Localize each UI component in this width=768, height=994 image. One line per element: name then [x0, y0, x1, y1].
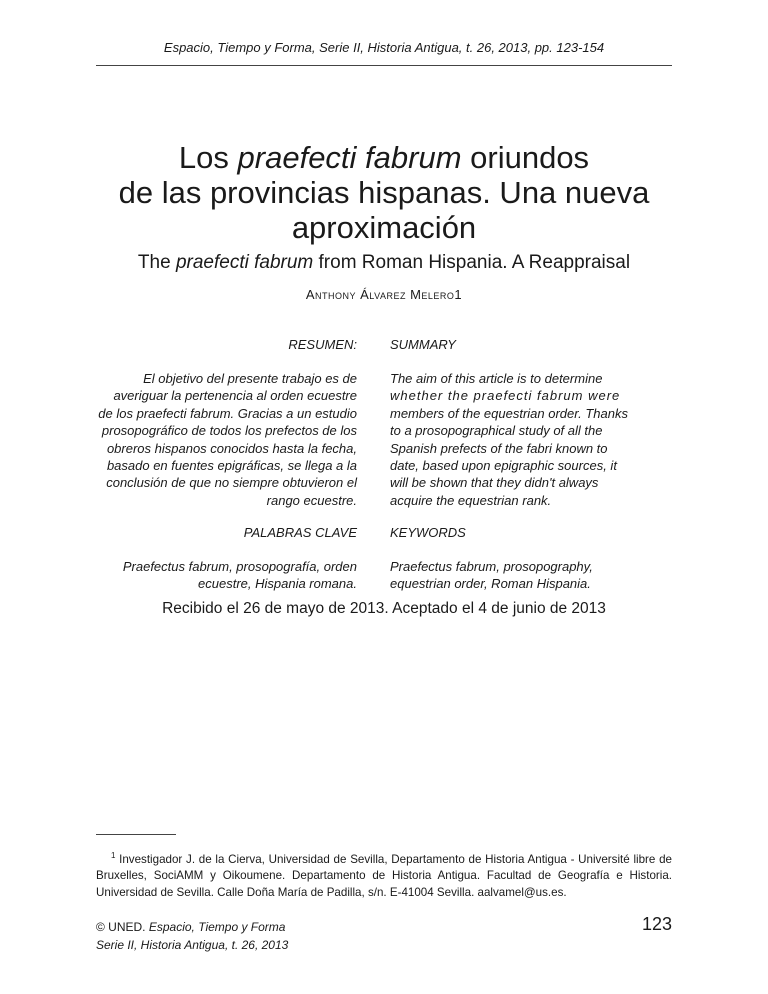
- resumen-line: obreros hispanos conocidos hasta la fecha,: [106, 440, 357, 456]
- title-text: Los: [178, 140, 238, 175]
- resumen-line: rango ecuestre.: [266, 492, 357, 508]
- footnote: [96, 848, 672, 901]
- article-title: [0, 140, 768, 245]
- title-text: oriundos: [461, 140, 590, 175]
- received-date: Recibido el 26 de mayo de 2013. Aceptado el 4 de junio de 2013: [162, 600, 606, 617]
- footer-copyright: © UNED.: [96, 920, 149, 934]
- summary-line: acquire the equestrian rank.: [390, 492, 552, 508]
- palabras-line: Praefectus fabrum, prosopografía, orden: [122, 559, 357, 574]
- footer: [96, 918, 288, 954]
- summary-line: Spanish prefects of the fabri known to: [390, 440, 608, 456]
- summary-text: [390, 370, 660, 509]
- keywords-line: Praefectus fabrum, prosopography,: [390, 559, 593, 574]
- keywords-label: KEYWORDS: [390, 525, 466, 540]
- keywords-text: [390, 558, 660, 593]
- resumen-line: prosopográfico de todos los prefectos de los: [101, 423, 357, 439]
- summary-line: whether the praefecti fabrum were: [390, 388, 621, 404]
- palabras-clave-label: PALABRAS CLAVE: [243, 525, 357, 540]
- footnote-rule: [96, 834, 176, 835]
- summary-label: SUMMARY: [390, 337, 456, 352]
- header-rule: [96, 65, 672, 66]
- title-italic: praefecti fabrum: [237, 140, 462, 175]
- resumen-label: RESUMEN:: [288, 337, 357, 352]
- article-subtitle: [0, 252, 768, 274]
- resumen-text: [96, 370, 357, 509]
- resumen-line: averiguar la pertenencia al orden ecuestre: [113, 388, 357, 404]
- summary-line: The aim of this article is to determine: [390, 371, 603, 386]
- subtitle-text: The: [137, 252, 176, 273]
- subtitle-italic: praefecti fabrum: [175, 252, 314, 273]
- resumen-line: de los praefecti fabrum. Gracias a un estudio: [98, 405, 357, 421]
- title-line-2: de las provincias hispanas. Una nueva: [118, 175, 650, 210]
- keywords-line: equestrian order, Roman Hispania.: [390, 576, 591, 592]
- author: Anthony Álvarez Melero1: [305, 287, 463, 302]
- running-head: Espacio, Tiempo y Forma, Serie II, Historia Antigua, t. 26, 2013, pp. 123-154: [163, 40, 605, 55]
- resumen-line: conclusión de que no siempre obtuvieron el: [106, 475, 357, 491]
- footnote-mark: 1: [110, 851, 116, 860]
- footer-series: Serie II, Historia Antigua, t. 26, 2013: [96, 938, 289, 952]
- resumen-line: basado en fuentes epigráficas, se llega a la: [106, 458, 357, 474]
- page-number: 123: [641, 914, 672, 934]
- palabras-clave-text: [96, 558, 357, 593]
- footer-journal: Espacio, Tiempo y Forma: [148, 920, 286, 934]
- palabras-line: ecuestre, Hispania romana.: [198, 576, 357, 592]
- summary-line: members of the equestrian order. Thanks: [390, 405, 628, 421]
- footnote-text: Investigador J. de la Cierva, Universidad de Sevilla, Departamento de Historia Antigua - Université libre de Bruxelles, SociAMM y Oikoumene. Departamento de Historia Antigua. Facultad de Geografía e Historia. Universidad de Sevilla. Calle Doña María de Padilla, s/n. E-41004 Sevilla. aalvamel@us.es.: [96, 852, 672, 899]
- subtitle-text: from Roman Hispania. A Reappraisal: [313, 252, 631, 273]
- title-line-3: aproximación: [291, 210, 477, 245]
- summary-line: will be shown that they didn't always: [390, 475, 599, 491]
- resumen-line: El objetivo del presente trabajo es de: [143, 371, 357, 386]
- summary-line: to a prosopographical study of all the: [390, 423, 603, 439]
- summary-line: date, based upon epigraphic sources, it: [390, 458, 617, 474]
